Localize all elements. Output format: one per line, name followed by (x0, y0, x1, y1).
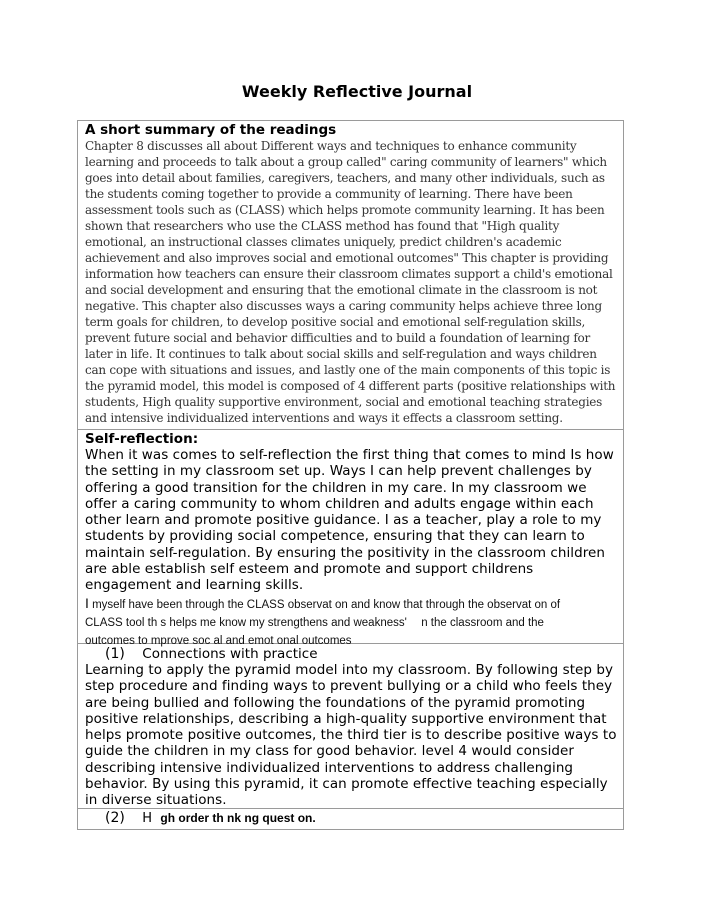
self-reflection-heading: Self-reflection: (85, 431, 199, 447)
connections-number: (1) (105, 646, 125, 662)
self-reflection-cell[interactable] (78, 430, 623, 647)
higher-order-label: gh order th nk ng quest on. (160, 811, 316, 825)
self-reflection-line-1-text: myself have been through the CLASS observat on and know that through the observat on of (92, 598, 561, 611)
higher-order-cell[interactable] (78, 809, 623, 829)
summary-heading: A short summary of the readings (85, 122, 337, 138)
text-cursor: I (85, 594, 89, 611)
self-reflection-line-2-tail: n the classroom and the (421, 616, 544, 629)
connections-cell[interactable] (78, 644, 623, 809)
self-reflection-line-1 (85, 594, 617, 614)
higher-order-first-letter: H (142, 811, 153, 826)
self-reflection-line-2 (85, 614, 617, 632)
higher-order-number: (2) (105, 810, 125, 826)
page-title: Weekly Reflective Journal (241, 82, 473, 101)
connections-label: Connections with practice (142, 646, 318, 662)
summary-text: Chapter 8 discusses all about Different ways and techniques to enhance community learning and proceeds to talk about a group called" caring community of learners" which goes into detail about families, caregivers, teachers, and many other individuals, such as the students coming together to provide a community of learning. There have been assessment tools such as (CLASS) which helps promote community learning. It has been shown that researchers who use the CLASS method has found that "High quality emotional, an instructional classes climates uniquely, predict children's academic achievement and also improves social and emotional outcomes" This chapter is providing information how teachers can ensure their classroom climates support a child's emotional and social development and ensuring that the emotional climate in the classroom is not negative. This chapter also discusses ways a caring community helps achieve three long term goals for children, to develop positive social and emotional self-regulation skills, prevent future social and behavior difficulties and to build a foundation of learning for later in life. It continues to talk about social skills and self-regulation and ways children can cope with situations and issues, and lastly one of the main components of this topic is the pyramid model, this model is composed of 4 different parts (positive relationships with students, High quality supportive environment, social and emotional teaching strategies and intensive individualized interventions and ways it effects a classroom setting. (85, 139, 616, 425)
higher-order-header (85, 810, 617, 827)
self-reflection-line-3: outcomes to mprove soc al and emot onal outcomes (85, 634, 352, 647)
summary-cell[interactable] (78, 121, 623, 430)
journal-table (77, 120, 624, 830)
self-reflection-line-2-text: CLASS tool th s helps me know my strengthens and weakness' (85, 616, 407, 629)
connections-text: Learning to apply the pyramid model into my classroom. By following step by step procedure and finding ways to prevent bullying or a child who feels they are being bullied and following the foundations of the pyramid promoting positive relationships, describing a high-quality supportive environment that helps promote positive outcomes, the third tier is to describe positive ways to guide the children in my class for good behavior. level 4 would consider describing intensive individualized interventions to address challenging behavior. By using this pyramid, it can promote effective teaching especially in diverse situations. (85, 662, 617, 809)
self-reflection-text: When it was comes to self-reflection the first thing that comes to mind Is how the setting in my classroom set up. Ways I can help prevent challenges by offering a good transition for the children in my care. In my classroom we offer a caring community to whom children and adults engage within each other learn and promote positive guidance. I as a teacher, play a role to my students by providing social competence, ensuring that they can learn to maintain self-regulation. By ensuring the positivity in the classroom children are able establish self esteem and promote and support childrens engagement and learning skills. (85, 447, 614, 594)
